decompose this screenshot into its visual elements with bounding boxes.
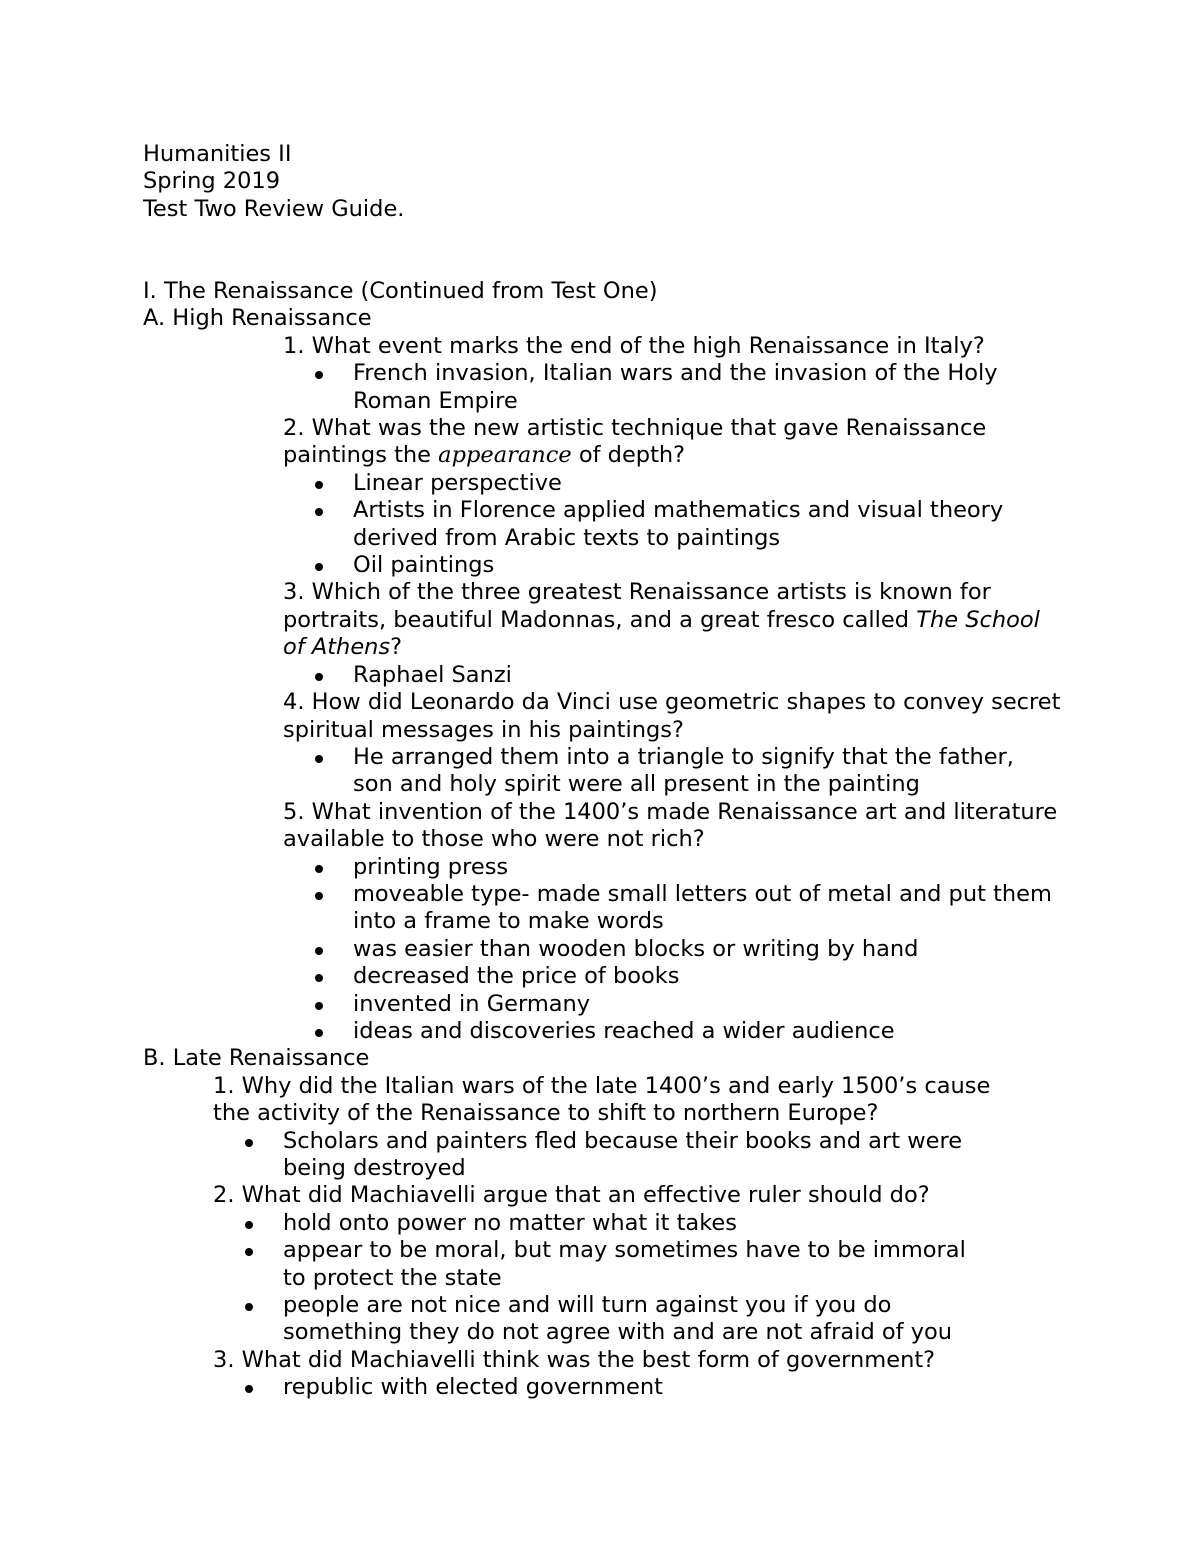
answer-item: printing press: [353, 854, 1053, 881]
question-text: 4. How did Leonardo da Vinci use geometric shapes to convey secret spiritual messages in his paintings?: [283, 689, 1061, 743]
answer-list: [213, 1128, 1103, 1183]
subsection-heading-b: B. Late Renaissance: [143, 1045, 370, 1072]
question-block-a3: [283, 579, 1103, 689]
answer-item: people are not nice and will turn against you if you do something they do not agree with and are not afraid of you: [283, 1292, 983, 1347]
answer-item: Linear perspective: [353, 470, 1053, 497]
answer-item: ideas and discoveries reached a wider audience: [353, 1018, 1053, 1045]
answer-item: French invasion, Italian wars and the invasion of the Holy Roman Empire: [353, 360, 1053, 415]
answer-list: [283, 744, 1103, 799]
question-text: 2. What did Machiavelli argue that an effective ruler should do?: [213, 1182, 930, 1209]
answer-item: Raphael Sanzi: [353, 662, 1053, 689]
subsection-heading-a: A. High Renaissance: [143, 305, 372, 332]
answer-item: republic with elected government: [283, 1374, 983, 1401]
question-block-b1: [213, 1073, 1103, 1183]
answer-item: Oil paintings: [353, 552, 1053, 579]
question-block-a4: [283, 689, 1103, 799]
question-text: 5. What invention of the 1400’s made Renaissance art and literature available to those who were not rich?: [283, 798, 1058, 853]
question-block-a5: [283, 799, 1103, 1046]
question-text-start: 3. Which of the three greatest Renaissance artists is known for portraits, beautiful Madonnas, and a great fresco called: [283, 579, 991, 633]
answer-item: Artists in Florence applied mathematics and visual theory derived from Arabic texts to paintings: [353, 497, 1053, 552]
course-name: Humanities II: [143, 141, 292, 167]
answer-item: He arranged them into a triangle to signify that the father, son and holy spirit were all present in the painting: [353, 744, 1053, 799]
document-title: Test Two Review Guide.: [143, 195, 405, 222]
answer-item: Scholars and painters fled because their books and art were being destroyed: [283, 1128, 983, 1183]
emphasized-word: appearance: [438, 442, 572, 469]
question-text: 1. Why did the Italian wars of the late 1400’s and early 1500’s cause the activity of the Renaissance to shift to northern Europe?: [213, 1072, 991, 1127]
question-text-end: of depth?: [571, 442, 686, 469]
spacer: [143, 223, 1103, 250]
answer-item: was easier than wooden blocks or writing by hand: [353, 936, 1053, 963]
answer-list: [283, 360, 1103, 415]
question-block-b2: [213, 1182, 1103, 1346]
question-block-a2: [283, 415, 1103, 579]
answer-list: [213, 1374, 1103, 1401]
answer-list: [283, 662, 1103, 689]
answer-item: hold onto power no matter what it takes: [283, 1210, 983, 1237]
answer-list: [213, 1210, 1103, 1347]
question-text: 1. What event marks the end of the high Renaissance in Italy?: [283, 332, 985, 359]
question-text: [283, 579, 1063, 661]
answer-list: [283, 470, 1103, 580]
spacer: [143, 251, 1103, 278]
answer-item: moveable type- made small letters out of metal and put them into a frame to make words: [353, 880, 1052, 935]
question-block-a1: [283, 333, 1103, 415]
artwork-title: The School of Athens: [283, 606, 1040, 661]
question-text: 3. What did Machiavelli think was the best form of government?: [213, 1346, 936, 1373]
question-text-end: ?: [390, 634, 403, 661]
question-text: [283, 415, 1063, 470]
document-content: [143, 141, 1103, 1402]
answer-item: decreased the price of books: [353, 963, 1053, 990]
answer-list: [283, 854, 1103, 1046]
question-block-b3: [213, 1347, 1103, 1402]
answer-item: appear to be moral, but may sometimes have to be immoral to protect the state: [283, 1237, 983, 1292]
question-text-start: 2. What was the new artistic technique that gave Renaissance paintings the: [283, 415, 987, 469]
answer-item: invented in Germany: [353, 991, 1053, 1018]
section-heading: I. The Renaissance (Continued from Test One): [143, 278, 658, 304]
term: Spring 2019: [143, 168, 281, 195]
